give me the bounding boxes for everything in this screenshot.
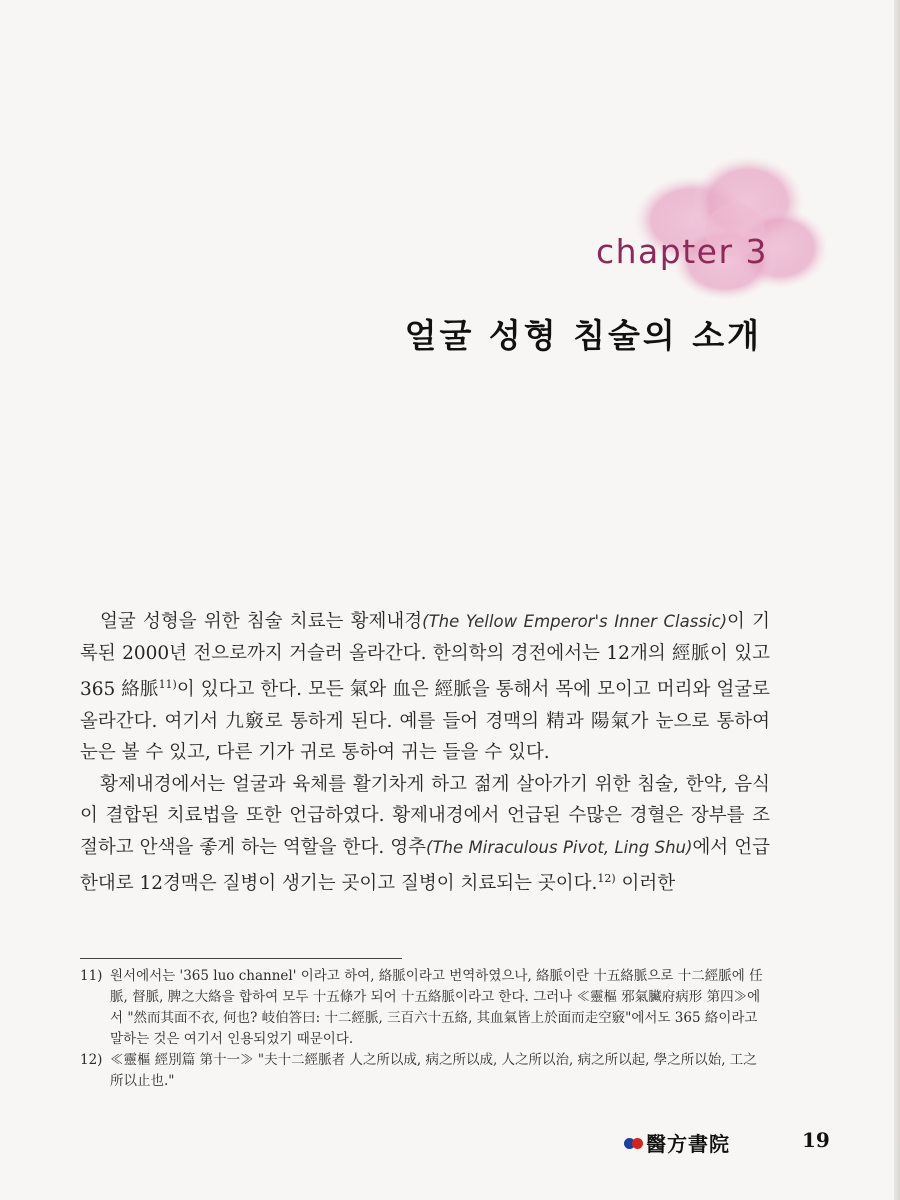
p2-text-c: 이러한 — [615, 873, 676, 895]
footnote-text: ≪靈樞 經別篇 第十一≫ "夫十二經脈者 人之所以成, 病之所以成, 人之所以治, 病之所以起, 學之所以始, 工之所以止也." — [110, 1052, 757, 1089]
chapter-title: 얼굴 성형 침술의 소개 — [404, 316, 762, 355]
paragraph-1 — [80, 606, 770, 769]
p2-text-a: 황제내경에서는 얼굴과 육체를 활기차게 하고 젊게 살아가기 위한 침술, 한약, 음식이 결합된 치료법을 또한 언급하였다. 황제내경에서 언급된 수많은 경혈은 장부를 조절하고 안색을 좋게 하는 역할을 한다. 영추 — [80, 773, 770, 858]
footnotes — [80, 966, 770, 1092]
p1-text-c: 이 있다고 한다. 모든 氣와 血은 經脈을 통해서 목에 모이고 머리와 얼굴로 올라간다. 여기서 九竅로 통하게 된다. 예를 들어 경맥의 精과 陽氣가 눈으로 통하여 눈은 볼 수 있고, 다른 기가 귀로 통하여 귀는 들을 수 있다. — [80, 679, 770, 764]
publisher-name: 醫方書院 — [646, 1132, 730, 1156]
chapter-label: chapter 3 — [595, 232, 768, 271]
footnote-number: 12) — [80, 1052, 103, 1068]
p2-english-title: (The Miraculous Pivot, Ling Shu) — [426, 837, 693, 857]
footnote-ref-11: 11) — [158, 678, 177, 691]
page-number: 19 — [802, 1128, 830, 1152]
footnote-ref-12: 12) — [597, 872, 616, 886]
footnote-divider — [80, 958, 402, 959]
footnote-12 — [80, 1050, 770, 1092]
p1-text-a: 얼굴 성형을 위한 침술 치료는 황제내경 — [100, 611, 423, 632]
body-text — [80, 606, 770, 900]
page-edge — [894, 0, 900, 1200]
p1-english-title: (The Yellow Emperor's Inner Classic) — [422, 612, 728, 631]
footnote-text: 원서에서는 '365 luo channel' 이라고 하여, 絡脈이라고 번역하였으나, 絡脈이란 十五絡脈으로 十二經脈에 任脈, 督脈, 脾之大絡을 합하여 모두 十五條가 되어 十五絡脈이라고 한다. 그러나 ≪靈樞 邪氣臟府病形 第四≫에서 "然而其面不衣, 何也? 岐伯答曰: 十二經脈, 三百六十五絡, 其血氣皆上於面而走空竅"에서도 365 絡이라고 말하는 것은 여기서 인용되었기 때문이다. — [110, 968, 763, 1047]
footnote-11 — [80, 966, 770, 1050]
footnote-number: 11) — [80, 968, 103, 984]
p1-text-b: 이 기록된 2000년 전으로까지 거슬러 올라간다. 한의학의 경전에서는 12개의 經脈이 있고 365 絡脈 — [80, 611, 771, 701]
paragraph-2 — [80, 769, 770, 900]
publisher-dots-icon — [624, 1134, 646, 1152]
flower-decoration — [630, 150, 830, 310]
publisher-logo — [624, 1128, 730, 1157]
p2-text-b: 에서 언급한대로 12경맥은 질병이 생기는 곳이고 질병이 치료되는 곳이다. — [80, 836, 770, 895]
